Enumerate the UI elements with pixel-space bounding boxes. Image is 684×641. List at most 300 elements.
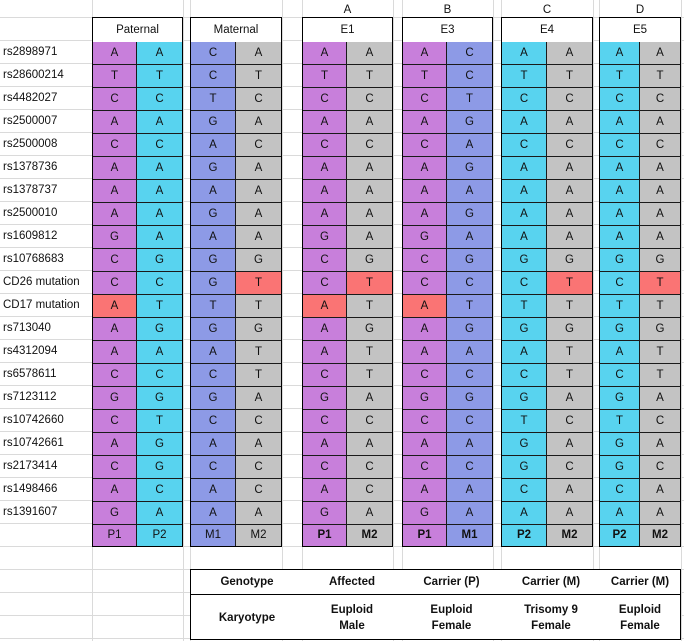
allele-cell: C	[303, 272, 347, 295]
allele-cell: G	[502, 387, 547, 410]
karyotype-label: Karyotype	[218, 611, 276, 624]
allele-cell: C	[447, 42, 492, 65]
allele-cell: A	[447, 341, 492, 364]
allele-cell: C	[547, 88, 592, 111]
allele-cell: A	[236, 226, 281, 249]
allele-cell: A	[191, 134, 236, 157]
allele-cell: A	[502, 341, 547, 364]
snp-label: rs28600214	[3, 69, 64, 81]
allele-cell: A	[93, 479, 137, 502]
allele-cell: C	[236, 410, 281, 433]
allele-cell: G	[600, 387, 640, 410]
allele-cell: A	[191, 180, 236, 203]
allele-cell: T	[137, 295, 182, 318]
allele-cell: A	[502, 157, 547, 180]
haplotype-footer-right: P2	[137, 525, 182, 546]
allele-cell: T	[502, 410, 547, 433]
allele-cell: A	[347, 226, 392, 249]
snp-label: CD26 mutation	[3, 276, 80, 288]
allele-cell: G	[640, 249, 680, 272]
allele-cell: A	[403, 318, 447, 341]
panel-header: E3	[403, 18, 492, 43]
allele-cell: G	[137, 387, 182, 410]
allele-cell: C	[137, 88, 182, 111]
allele-cell: C	[447, 410, 492, 433]
snp-label: rs1498466	[3, 483, 58, 495]
allele-cell: T	[640, 272, 680, 295]
allele-cell: C	[347, 134, 392, 157]
allele-cell: T	[640, 341, 680, 364]
allele-cell: T	[137, 65, 182, 88]
allele-cell: C	[191, 364, 236, 387]
allele-cell: A	[547, 433, 592, 456]
allele-cell: A	[600, 42, 640, 65]
karyotype-line-1: Euploid	[330, 603, 374, 616]
allele-cell: G	[303, 226, 347, 249]
allele-cell: G	[303, 387, 347, 410]
haplotype-footer-right: M2	[640, 525, 680, 546]
allele-cell: A	[547, 203, 592, 226]
allele-cell: A	[547, 387, 592, 410]
allele-cell: A	[547, 42, 592, 65]
allele-cell: G	[347, 318, 392, 341]
allele-cell: A	[447, 226, 492, 249]
allele-cell: C	[93, 272, 137, 295]
allele-cell: A	[347, 387, 392, 410]
allele-cell: A	[236, 111, 281, 134]
snp-label: rs2500007	[3, 115, 58, 127]
allele-cell: A	[93, 433, 137, 456]
allele-cell: G	[303, 502, 347, 525]
embryo-letter-e1: A	[343, 4, 352, 16]
allele-cell: C	[403, 410, 447, 433]
allele-cell: A	[137, 157, 182, 180]
allele-cell: G	[600, 249, 640, 272]
summary-genotype: Carrier (M)	[521, 576, 581, 588]
allele-cell: A	[137, 203, 182, 226]
allele-cell: A	[447, 134, 492, 157]
karyotype-line-2: Male	[339, 619, 365, 632]
allele-cell: A	[191, 479, 236, 502]
allele-cell: C	[403, 88, 447, 111]
haplotype-footer-left: P1	[403, 525, 447, 546]
allele-cell: G	[236, 249, 281, 272]
allele-cell: C	[403, 364, 447, 387]
allele-cell: G	[502, 456, 547, 479]
embryo-letter-e4: C	[542, 4, 552, 16]
allele-cell: T	[600, 65, 640, 88]
allele-cell: A	[303, 479, 347, 502]
allele-cell: T	[447, 295, 492, 318]
allele-cell: G	[191, 203, 236, 226]
allele-cell: A	[403, 42, 447, 65]
allele-cell: A	[347, 157, 392, 180]
allele-cell: A	[447, 433, 492, 456]
allele-cell: A	[403, 111, 447, 134]
allele-cell: G	[236, 318, 281, 341]
allele-cell: T	[447, 88, 492, 111]
allele-cell: C	[447, 364, 492, 387]
allele-cell: A	[137, 341, 182, 364]
panel-header: E4	[502, 18, 592, 43]
allele-cell: G	[137, 318, 182, 341]
allele-cell: T	[347, 341, 392, 364]
panel-e5	[599, 17, 681, 547]
panel-e4	[501, 17, 593, 547]
allele-cell: G	[447, 387, 492, 410]
allele-cell: A	[403, 341, 447, 364]
allele-cell: A	[236, 387, 281, 410]
allele-cell: A	[137, 42, 182, 65]
allele-cell: C	[137, 364, 182, 387]
haplotype-footer-left: P2	[600, 525, 640, 546]
snp-label: rs10768683	[3, 253, 64, 265]
allele-cell: C	[93, 134, 137, 157]
allele-cell: G	[447, 111, 492, 134]
summary-genotype: Carrier (M)	[610, 576, 670, 588]
allele-cell: A	[447, 479, 492, 502]
karyotype-line-1: Trisomy 9	[524, 603, 578, 616]
allele-cell: G	[191, 157, 236, 180]
allele-cell: G	[137, 456, 182, 479]
allele-cell: A	[303, 318, 347, 341]
allele-cell: C	[303, 88, 347, 111]
grid-vline	[681, 0, 682, 641]
snp-label: rs1609812	[3, 230, 58, 242]
allele-cell: C	[303, 249, 347, 272]
allele-cell: A	[93, 157, 137, 180]
allele-cell: C	[236, 88, 281, 111]
allele-cell: A	[347, 111, 392, 134]
allele-cell: A	[93, 318, 137, 341]
haplotype-footer-right: M2	[547, 525, 592, 546]
summary-genotype: Affected	[328, 576, 375, 588]
allele-cell: G	[93, 502, 137, 525]
allele-cell: A	[93, 203, 137, 226]
karyotype-line-2: Female	[431, 619, 472, 632]
allele-cell: C	[93, 456, 137, 479]
allele-cell: A	[547, 226, 592, 249]
allele-cell: C	[600, 88, 640, 111]
allele-cell: A	[137, 226, 182, 249]
allele-cell: A	[640, 42, 680, 65]
allele-cell: G	[191, 249, 236, 272]
snp-label: rs1378736	[3, 161, 58, 173]
karyotype-line-2: Female	[620, 619, 660, 632]
allele-cell: A	[303, 157, 347, 180]
allele-cell: A	[93, 180, 137, 203]
allele-cell: C	[347, 456, 392, 479]
allele-cell: G	[403, 387, 447, 410]
allele-cell: T	[236, 65, 281, 88]
allele-cell: G	[447, 203, 492, 226]
allele-cell: C	[447, 456, 492, 479]
haplotype-footer-right: M2	[347, 525, 392, 546]
haplotype-footer-left: P2	[502, 525, 547, 546]
allele-cell: C	[236, 456, 281, 479]
karyotype-line-2: Female	[531, 619, 571, 632]
allele-cell: A	[600, 203, 640, 226]
snp-label: rs4482027	[3, 92, 58, 104]
allele-cell: C	[502, 88, 547, 111]
karyotype-line-1: Euploid	[430, 603, 473, 616]
allele-cell: T	[236, 364, 281, 387]
panel-header: Maternal	[191, 18, 281, 43]
allele-cell: A	[347, 433, 392, 456]
snp-label: rs10742660	[3, 414, 64, 426]
allele-cell: C	[547, 456, 592, 479]
allele-cell: T	[502, 295, 547, 318]
allele-cell: C	[403, 272, 447, 295]
panel-paternal	[92, 17, 183, 547]
allele-cell: A	[502, 502, 547, 525]
allele-cell: G	[502, 249, 547, 272]
allele-cell: A	[447, 180, 492, 203]
allele-cell: A	[447, 502, 492, 525]
allele-cell: A	[502, 203, 547, 226]
allele-cell: A	[600, 341, 640, 364]
genotype-label: Genotype	[220, 576, 274, 588]
allele-cell: A	[303, 341, 347, 364]
allele-cell: A	[403, 157, 447, 180]
allele-cell: A	[640, 226, 680, 249]
allele-cell: C	[93, 88, 137, 111]
snp-label: rs2173414	[3, 460, 58, 472]
allele-cell: G	[502, 433, 547, 456]
allele-cell: C	[600, 134, 640, 157]
allele-cell: C	[137, 272, 182, 295]
panel-header: E5	[600, 18, 680, 43]
allele-cell: A	[600, 111, 640, 134]
allele-cell: T	[547, 272, 592, 295]
allele-cell: A	[303, 180, 347, 203]
summary-table	[190, 569, 681, 640]
grid-vline	[393, 0, 394, 641]
allele-cell: T	[600, 295, 640, 318]
allele-cell: G	[640, 318, 680, 341]
allele-cell: A	[347, 42, 392, 65]
allele-cell: G	[93, 226, 137, 249]
haplotype-footer-left: P1	[303, 525, 347, 546]
allele-cell: G	[600, 433, 640, 456]
allele-cell: C	[236, 134, 281, 157]
allele-cell: T	[600, 410, 640, 433]
allele-cell: C	[502, 364, 547, 387]
snp-label: rs6578611	[3, 368, 57, 380]
allele-cell: T	[347, 295, 392, 318]
snp-label: rs2500008	[3, 138, 58, 150]
allele-cell: A	[547, 502, 592, 525]
allele-cell: C	[191, 456, 236, 479]
snp-label: rs4312094	[3, 345, 58, 357]
allele-cell: T	[236, 341, 281, 364]
allele-cell: A	[640, 180, 680, 203]
grid-vline	[282, 0, 283, 641]
allele-cell: T	[547, 295, 592, 318]
snp-label: rs7123112	[3, 391, 57, 403]
allele-cell: C	[93, 249, 137, 272]
snp-label: rs10742661	[3, 437, 64, 449]
allele-cell: G	[191, 111, 236, 134]
snp-label: rs1391607	[3, 506, 58, 518]
allele-cell: C	[502, 272, 547, 295]
summary-karyotype	[502, 595, 600, 640]
allele-cell: C	[347, 479, 392, 502]
allele-cell: A	[236, 180, 281, 203]
allele-cell: A	[640, 479, 680, 502]
allele-cell: C	[640, 456, 680, 479]
allele-cell: C	[447, 65, 492, 88]
allele-cell: A	[137, 111, 182, 134]
allele-cell: C	[347, 410, 392, 433]
allele-cell: A	[137, 502, 182, 525]
allele-cell: A	[191, 226, 236, 249]
allele-cell: A	[640, 157, 680, 180]
allele-cell: A	[547, 111, 592, 134]
allele-cell: A	[303, 111, 347, 134]
haplotype-footer-left: M1	[191, 525, 236, 546]
haplotype-footer-right: M1	[447, 525, 492, 546]
allele-cell: A	[236, 433, 281, 456]
allele-cell: A	[303, 295, 347, 318]
panel-e3	[402, 17, 493, 547]
allele-cell: A	[640, 111, 680, 134]
allele-cell: A	[403, 203, 447, 226]
allele-cell: A	[502, 111, 547, 134]
allele-cell: A	[640, 387, 680, 410]
karyotype-line-1: Euploid	[618, 603, 662, 616]
allele-cell: C	[502, 479, 547, 502]
allele-cell: A	[403, 295, 447, 318]
allele-cell: C	[403, 249, 447, 272]
embryo-letter-e3: B	[443, 4, 452, 16]
allele-cell: C	[600, 479, 640, 502]
allele-cell: T	[347, 65, 392, 88]
snp-label: rs1378737	[3, 184, 58, 196]
summary-karyotype	[401, 595, 502, 640]
embryo-letter-e5: D	[635, 4, 645, 16]
allele-cell: C	[191, 42, 236, 65]
allele-cell: G	[447, 318, 492, 341]
allele-cell: G	[502, 318, 547, 341]
allele-cell: A	[303, 42, 347, 65]
allele-cell: G	[547, 318, 592, 341]
grid-vline	[183, 0, 184, 641]
summary-karyotype	[600, 595, 680, 640]
allele-cell: C	[236, 479, 281, 502]
allele-cell: A	[403, 433, 447, 456]
allele-cell: G	[137, 433, 182, 456]
haplotype-footer-right: M2	[236, 525, 281, 546]
allele-cell: A	[93, 42, 137, 65]
panel-header: Paternal	[93, 18, 182, 43]
allele-cell: G	[347, 249, 392, 272]
allele-cell: G	[600, 318, 640, 341]
allele-cell: C	[191, 410, 236, 433]
allele-cell: A	[236, 42, 281, 65]
allele-cell: T	[403, 65, 447, 88]
allele-cell: T	[236, 295, 281, 318]
allele-cell: A	[137, 180, 182, 203]
allele-cell: C	[93, 364, 137, 387]
allele-cell: A	[640, 203, 680, 226]
allele-cell: T	[547, 65, 592, 88]
allele-cell: G	[191, 318, 236, 341]
allele-cell: T	[347, 364, 392, 387]
allele-cell: C	[600, 272, 640, 295]
allele-cell: G	[403, 226, 447, 249]
allele-cell: C	[303, 134, 347, 157]
allele-cell: A	[547, 157, 592, 180]
allele-cell: T	[191, 88, 236, 111]
snp-label: rs713040	[3, 322, 51, 334]
allele-cell: T	[93, 65, 137, 88]
allele-cell: A	[93, 295, 137, 318]
allele-cell: C	[191, 65, 236, 88]
allele-cell: C	[640, 88, 680, 111]
allele-cell: A	[93, 111, 137, 134]
allele-cell: C	[547, 134, 592, 157]
allele-cell: G	[600, 456, 640, 479]
allele-cell: A	[191, 341, 236, 364]
allele-cell: G	[191, 387, 236, 410]
allele-cell: A	[502, 42, 547, 65]
allele-cell: C	[547, 410, 592, 433]
allele-cell: C	[403, 134, 447, 157]
allele-cell: A	[93, 341, 137, 364]
allele-cell: T	[547, 364, 592, 387]
allele-cell: C	[502, 134, 547, 157]
panel-e1	[302, 17, 393, 547]
allele-cell: T	[640, 65, 680, 88]
allele-cell: G	[547, 249, 592, 272]
allele-cell: C	[403, 456, 447, 479]
allele-cell: C	[137, 479, 182, 502]
allele-cell: C	[303, 456, 347, 479]
allele-cell: C	[137, 134, 182, 157]
summary-genotype: Carrier (P)	[423, 576, 480, 588]
allele-cell: G	[447, 157, 492, 180]
allele-cell: G	[447, 249, 492, 272]
grid-vline	[593, 0, 594, 641]
allele-cell: A	[347, 502, 392, 525]
allele-cell: T	[640, 364, 680, 387]
allele-cell: T	[236, 272, 281, 295]
allele-cell: A	[236, 157, 281, 180]
allele-cell: A	[347, 180, 392, 203]
grid-vline	[493, 0, 494, 641]
allele-cell: A	[600, 180, 640, 203]
allele-cell: T	[640, 295, 680, 318]
allele-cell: A	[191, 433, 236, 456]
allele-cell: T	[137, 410, 182, 433]
allele-cell: C	[347, 88, 392, 111]
haplotype-footer-left: P1	[93, 525, 137, 546]
panel-maternal	[190, 17, 282, 547]
allele-cell: A	[403, 479, 447, 502]
allele-cell: A	[600, 226, 640, 249]
snp-label: rs2500010	[3, 207, 58, 219]
allele-cell: G	[93, 387, 137, 410]
panel-header: E1	[303, 18, 392, 43]
allele-cell: G	[137, 249, 182, 272]
allele-cell: A	[191, 502, 236, 525]
allele-cell: A	[600, 157, 640, 180]
allele-cell: T	[191, 295, 236, 318]
allele-cell: C	[447, 272, 492, 295]
allele-cell: A	[600, 502, 640, 525]
allele-cell: A	[303, 433, 347, 456]
